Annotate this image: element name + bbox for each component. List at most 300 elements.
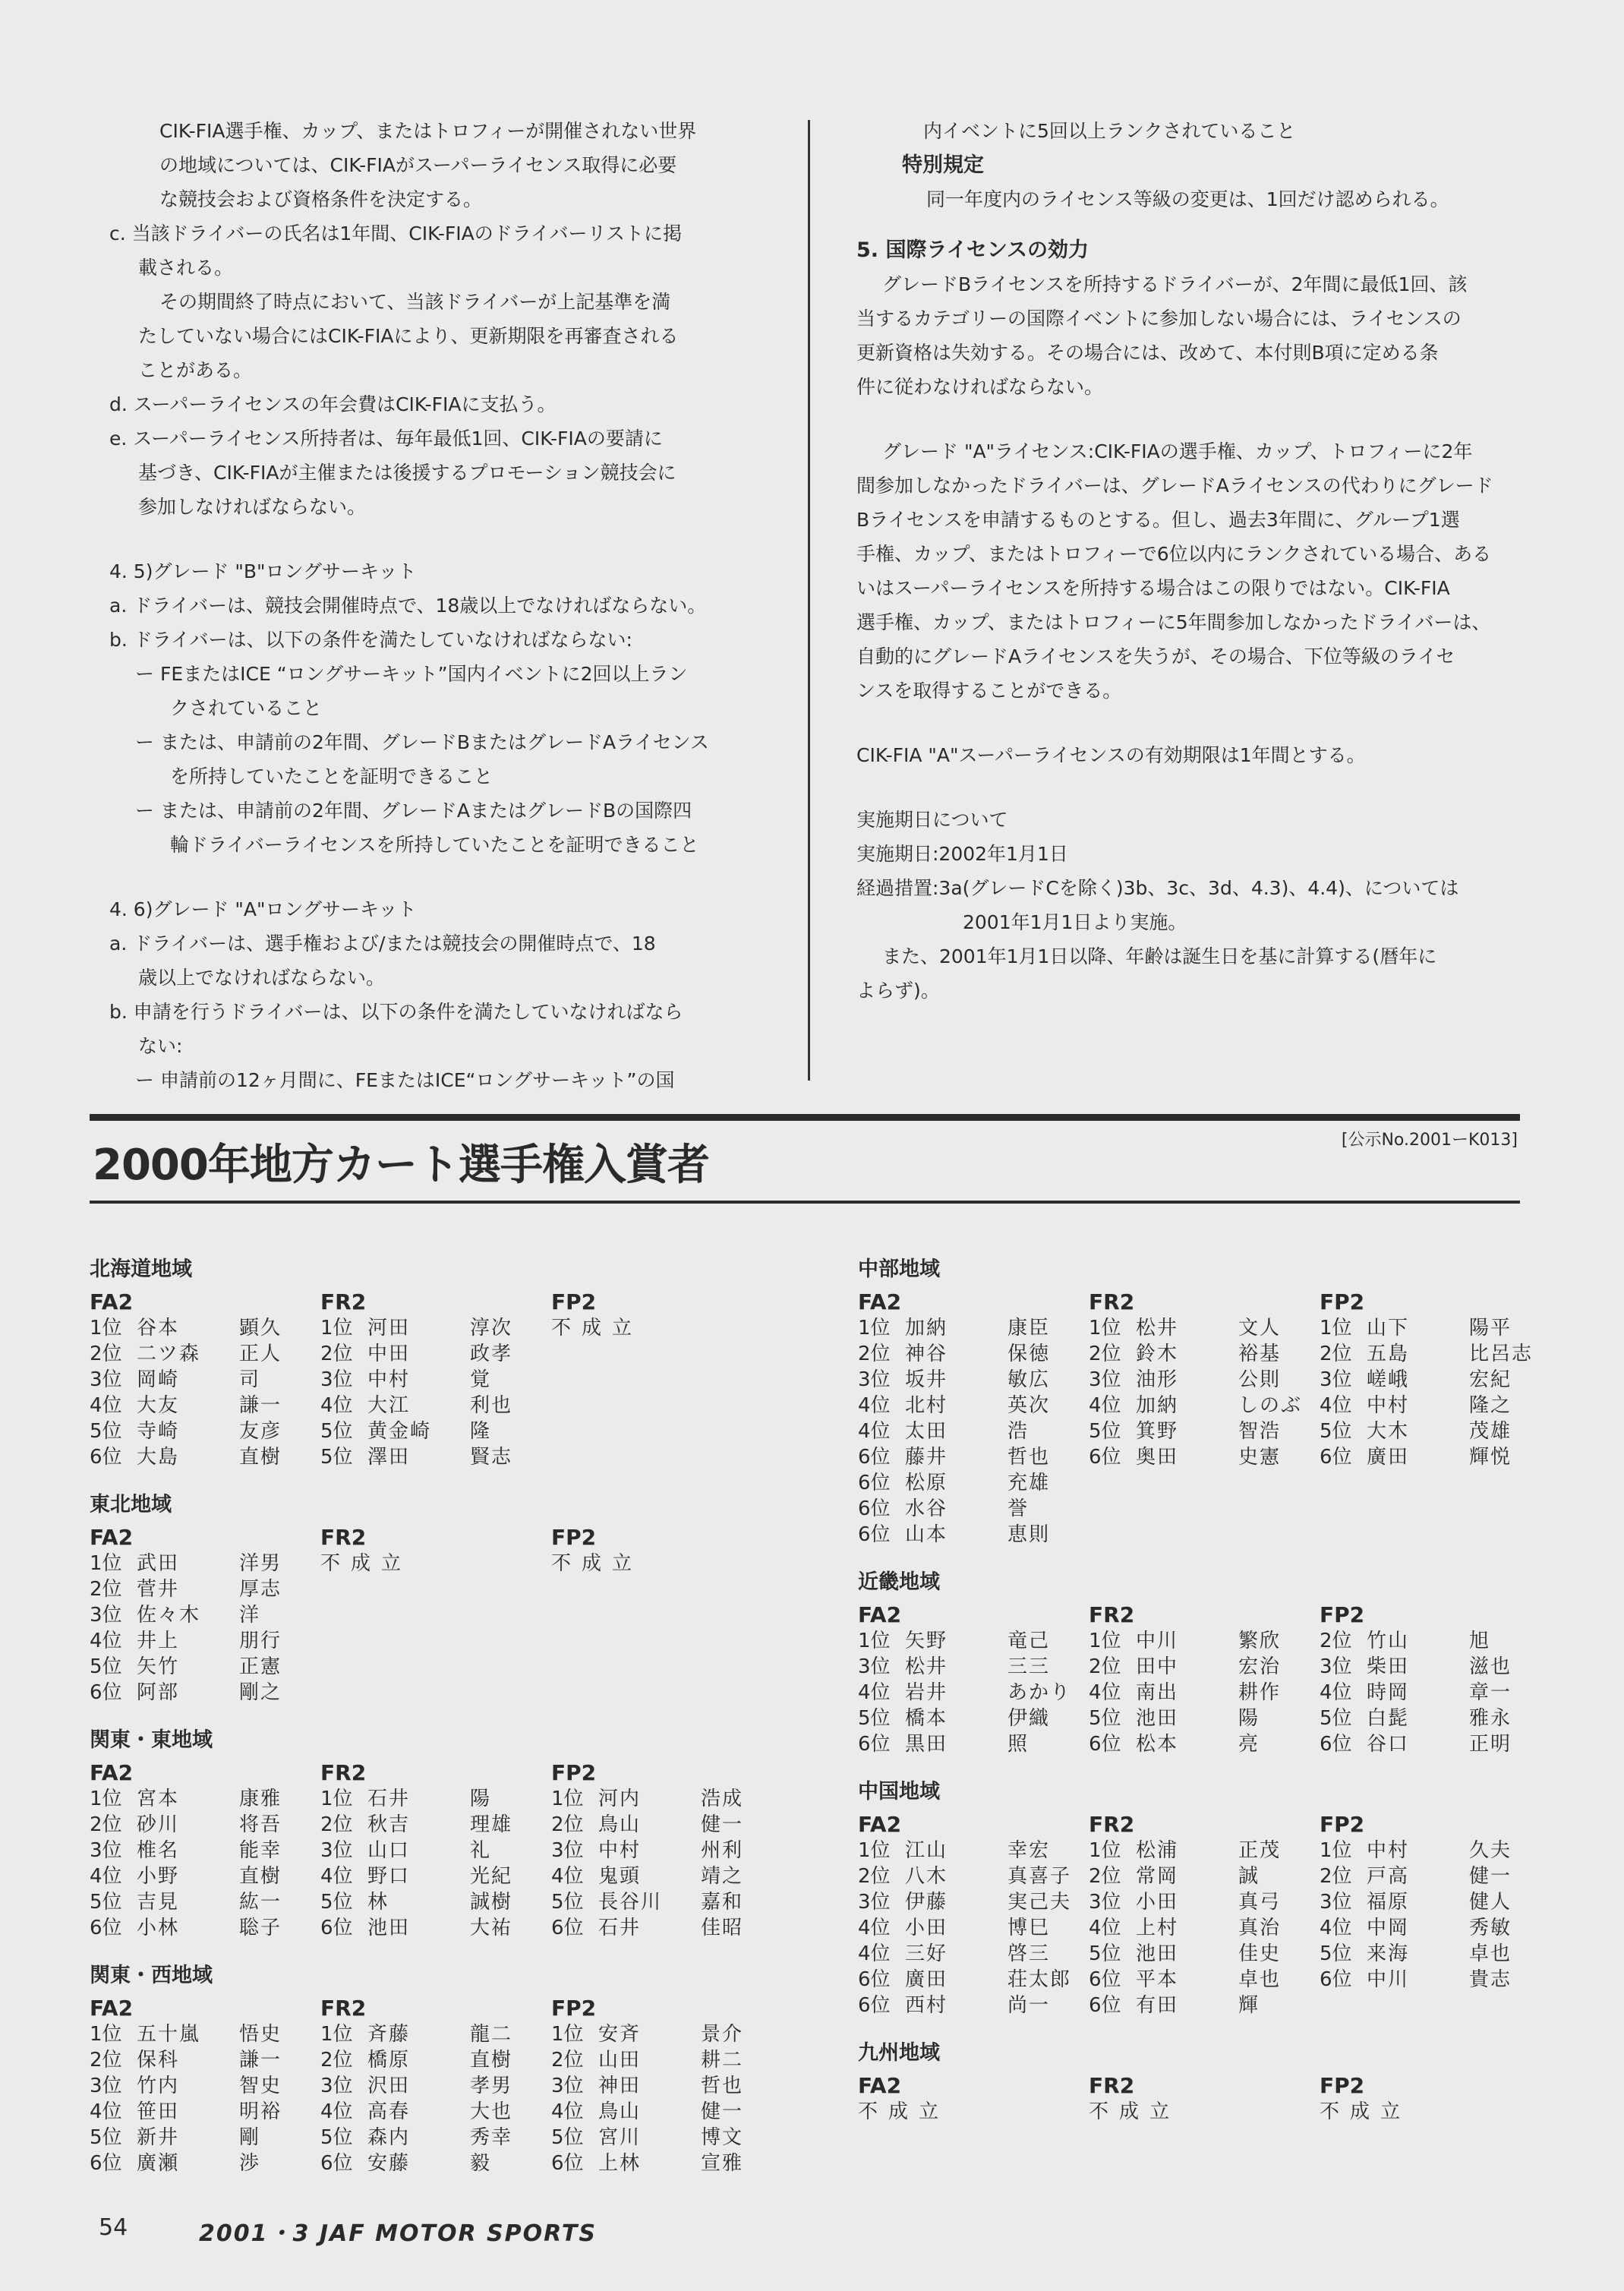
family-name: 河田 xyxy=(367,1317,411,1340)
family-name: 小林 xyxy=(137,1917,180,1939)
rank-label: 6位 xyxy=(858,1994,891,2017)
family-name: 吉見 xyxy=(137,1891,180,1914)
family-name: 笹田 xyxy=(137,2100,180,2123)
family-name: 池田 xyxy=(367,1917,411,1939)
family-name: 上村 xyxy=(1136,1917,1179,1939)
category-row xyxy=(90,1760,782,1941)
result-entry xyxy=(858,1915,1089,1941)
category-column xyxy=(551,1996,782,2176)
result-entry xyxy=(90,1838,320,1863)
result-entry xyxy=(90,1786,320,1812)
family-name: 南出 xyxy=(1136,1681,1179,1704)
rank-label: 5位 xyxy=(90,1420,122,1443)
result-entry xyxy=(858,1628,1089,1654)
family-name: 戸高 xyxy=(1367,1865,1410,1888)
family-name: 石井 xyxy=(367,1788,411,1810)
text-line: a. ドライバーは、選手権および/または競技会の開催時点で、18 xyxy=(109,932,656,955)
result-entry xyxy=(320,2021,551,2047)
region-block xyxy=(90,1490,782,1706)
rank-label: 6位 xyxy=(90,1917,122,1939)
given-name: 繁欣 xyxy=(1238,1630,1282,1652)
category-column xyxy=(858,1289,1089,1548)
family-name: 林 xyxy=(367,1891,389,1914)
result-entry xyxy=(858,1706,1089,1731)
text-line: ンスを取得することができる。 xyxy=(856,680,1122,702)
family-name: 白髭 xyxy=(1367,1707,1410,1730)
rank-label: 6位 xyxy=(90,2152,122,2175)
category-column xyxy=(551,1525,782,1706)
given-name: 健一 xyxy=(701,1813,744,1836)
result-entry xyxy=(858,1863,1089,1889)
text-line: 実施期日:2002年1月1日 xyxy=(856,843,1068,865)
family-name: 太田 xyxy=(905,1420,948,1443)
rank-label: 6位 xyxy=(320,1917,353,1939)
result-entry xyxy=(320,1444,551,1470)
given-name: 雅永 xyxy=(1469,1707,1512,1730)
rank-label: 2位 xyxy=(320,1343,353,1365)
result-entry xyxy=(90,1367,320,1393)
result-entry xyxy=(551,1812,782,1838)
given-name: 茂雄 xyxy=(1469,1420,1512,1443)
result-entry xyxy=(320,1315,551,1341)
category-heading: FP2 xyxy=(1320,2073,1365,2098)
text-line: 同一年度内のライセンス等級の変更は、1回だけ認められる。 xyxy=(926,188,1449,210)
result-entry xyxy=(320,1812,551,1838)
text-line: 2001年1月1日より実施。 xyxy=(963,911,1187,933)
magazine-name: 2001・3 JAF MOTOR SPORTS xyxy=(199,2220,597,2247)
given-name: 大祐 xyxy=(470,1917,513,1939)
result-entry xyxy=(320,1915,551,1941)
region-block xyxy=(858,2038,1550,2125)
category-column xyxy=(1320,1812,1550,2018)
category-heading: FP2 xyxy=(551,1760,597,1785)
given-name: 博文 xyxy=(701,2126,744,2149)
rank-label: 2位 xyxy=(551,2049,584,2072)
rank-label: 3位 xyxy=(1089,1368,1121,1391)
text-line: ー 申請前の12ヶ月間に、FEまたはICE“ロングサーキット”の国 xyxy=(135,1069,675,1091)
category-column xyxy=(1089,2073,1320,2125)
text-line: たしていない場合にはCIK-FIAにより、更新期限を再審査される xyxy=(138,325,679,347)
family-name: 山本 xyxy=(905,1523,948,1546)
text-line: グレードBライセンスを所持するドライバーが、2年間に最低1回、該 xyxy=(882,273,1468,295)
category-heading: FR2 xyxy=(320,1525,367,1550)
family-name: 箕野 xyxy=(1136,1420,1179,1443)
given-name: 隆之 xyxy=(1469,1394,1512,1417)
given-name: 宣雅 xyxy=(701,2152,744,2175)
family-name: 八木 xyxy=(905,1865,948,1888)
given-name: 洋 xyxy=(239,1604,261,1627)
category-column xyxy=(858,1812,1089,2018)
result-entry xyxy=(1089,1993,1320,2018)
given-name: 史憲 xyxy=(1238,1446,1282,1469)
result-entry xyxy=(858,1418,1089,1444)
family-name: 中村 xyxy=(598,1839,642,1862)
given-name: 礼 xyxy=(470,1839,492,1862)
text-line: ない: xyxy=(138,1035,183,1057)
rank-label: 1位 xyxy=(551,2023,584,2046)
category-column xyxy=(858,2073,1089,2125)
rank-label: 6位 xyxy=(858,1472,891,1494)
rank-label: 5位 xyxy=(1089,1707,1121,1730)
rank-label: 5位 xyxy=(1320,1420,1352,1443)
given-name: 耕作 xyxy=(1238,1681,1282,1704)
given-name: 充雄 xyxy=(1008,1472,1051,1494)
category-heading: FA2 xyxy=(858,1812,902,1837)
given-name: 直樹 xyxy=(470,2049,513,2072)
given-name: 顕久 xyxy=(239,1317,282,1340)
rank-label: 2位 xyxy=(90,1578,122,1601)
result-entry xyxy=(551,1915,782,1941)
rank-label: 3位 xyxy=(90,1604,122,1627)
given-name: 正憲 xyxy=(239,1655,282,1678)
family-name: 奥田 xyxy=(1136,1446,1179,1469)
family-name: 井上 xyxy=(137,1630,180,1652)
rank-label: 2位 xyxy=(90,1343,122,1365)
category-heading: FR2 xyxy=(1089,1289,1135,1314)
rank-label: 5位 xyxy=(90,2126,122,2149)
result-entry xyxy=(1089,1367,1320,1393)
family-name: 石井 xyxy=(598,1917,642,1939)
family-name: 神田 xyxy=(598,2075,642,2097)
result-entry xyxy=(90,2151,320,2176)
given-name: あかり xyxy=(1008,1681,1072,1704)
category-heading: FA2 xyxy=(858,1602,902,1627)
family-name: 福原 xyxy=(1367,1891,1410,1914)
category-column xyxy=(90,1996,320,2176)
column-divider xyxy=(808,120,810,1081)
rank-label: 1位 xyxy=(1089,1317,1121,1340)
rank-label: 1位 xyxy=(320,1317,353,1340)
result-entry xyxy=(90,2099,320,2125)
text-line: グレード "A"ライセンス:CIK-FIAの選手権、カップ、トロフィーに2年 xyxy=(882,440,1473,462)
family-name: 中川 xyxy=(1136,1630,1179,1652)
result-entry xyxy=(320,1367,551,1393)
given-name: 智浩 xyxy=(1238,1420,1282,1443)
given-name: 佳昭 xyxy=(701,1917,744,1939)
category-heading: FP2 xyxy=(551,1996,597,2021)
text-line: ことがある。 xyxy=(138,359,253,381)
rank-label: 4位 xyxy=(551,1865,584,1888)
rank-label: 1位 xyxy=(1320,1839,1352,1862)
rank-label: 2位 xyxy=(1089,1865,1121,1888)
given-name: 竜己 xyxy=(1008,1630,1051,1652)
result-entry xyxy=(90,1654,320,1680)
region-name: 中国地域 xyxy=(858,1780,940,1803)
given-name: 誠 xyxy=(1238,1865,1260,1888)
result-entry xyxy=(90,1576,320,1602)
category-heading: FP2 xyxy=(1320,1602,1365,1627)
not-held-note: 不成立 xyxy=(551,1317,643,1340)
given-name: 能幸 xyxy=(239,1839,282,1862)
family-name: 松原 xyxy=(905,1472,948,1494)
result-entry xyxy=(320,2125,551,2151)
rank-label: 4位 xyxy=(320,1394,353,1417)
given-name: 博巳 xyxy=(1008,1917,1051,1939)
category-heading: FP2 xyxy=(551,1289,597,1314)
rank-label: 1位 xyxy=(1089,1630,1121,1652)
given-name: 亮 xyxy=(1238,1733,1260,1756)
given-name: 久夫 xyxy=(1469,1839,1512,1862)
rank-label: 3位 xyxy=(1089,1891,1121,1914)
rank-label: 5位 xyxy=(1089,1420,1121,1443)
family-name: 野口 xyxy=(367,1865,411,1888)
family-name: 鳥山 xyxy=(598,2100,642,2123)
family-name: 大木 xyxy=(1367,1420,1410,1443)
text-line: 件に従わなければならない。 xyxy=(856,376,1104,398)
result-entry xyxy=(1089,1628,1320,1654)
not-held-note: 不成立 xyxy=(320,1552,412,1575)
result-entry xyxy=(320,1889,551,1915)
rank-label: 4位 xyxy=(90,1394,122,1417)
family-name: 竹山 xyxy=(1367,1630,1410,1652)
text-line: を所持していたことを証明できること xyxy=(170,765,494,787)
family-name: 大友 xyxy=(137,1394,180,1417)
result-entry xyxy=(1089,1941,1320,1967)
right-text-column xyxy=(856,114,1525,1008)
result-entry xyxy=(1089,1889,1320,1915)
rank-label: 5位 xyxy=(1320,1707,1352,1730)
category-column xyxy=(1089,1289,1320,1548)
result-entry xyxy=(90,1315,320,1341)
family-name: 砂川 xyxy=(137,1813,180,1836)
family-name: 山口 xyxy=(367,1839,411,1862)
result-entry xyxy=(858,1393,1089,1418)
given-name: 隆 xyxy=(470,1420,492,1443)
section-title: 2000年地方カート選手権入賞者 xyxy=(93,1141,709,1190)
family-name: 廣田 xyxy=(905,1968,948,1991)
rank-label: 4位 xyxy=(858,1681,891,1704)
family-name: 宮本 xyxy=(137,1788,180,1810)
text-line: 更新資格は失効する。その場合には、改めて、本付則B項に定める条 xyxy=(856,342,1439,364)
family-name: 鬼頭 xyxy=(598,1865,642,1888)
text-line: b. ドライバーは、以下の条件を満たしていなければならない: xyxy=(109,629,632,651)
category-heading: FR2 xyxy=(320,1996,367,2021)
result-entry xyxy=(1320,1863,1550,1889)
given-name: しのぶ xyxy=(1238,1394,1303,1417)
result-entry xyxy=(551,1838,782,1863)
result-entry xyxy=(1089,1967,1320,1993)
result-entry xyxy=(858,1889,1089,1915)
family-name: 来海 xyxy=(1367,1942,1410,1965)
given-name: 淳次 xyxy=(470,1317,513,1340)
given-name: 宏治 xyxy=(1238,1655,1282,1678)
result-entry xyxy=(1089,1315,1320,1341)
result-entry xyxy=(1089,1838,1320,1863)
rank-label: 5位 xyxy=(858,1707,891,1730)
given-name: 文人 xyxy=(1238,1317,1282,1340)
family-name: 松井 xyxy=(905,1655,948,1678)
family-name: 神谷 xyxy=(905,1343,948,1365)
family-name: 小野 xyxy=(137,1865,180,1888)
given-name: 誉 xyxy=(1008,1497,1030,1520)
result-entry xyxy=(90,1551,320,1576)
given-name: 智史 xyxy=(239,2075,282,2097)
rank-label: 4位 xyxy=(858,1917,891,1939)
rank-label: 4位 xyxy=(90,2100,122,2123)
rank-label: 4位 xyxy=(858,1394,891,1417)
region-block xyxy=(858,1567,1550,1757)
rank-label: 3位 xyxy=(90,1368,122,1391)
given-name: 友彦 xyxy=(239,1420,282,1443)
category-column xyxy=(551,1760,782,1941)
text-line: CIK-FIA "A"スーパーライセンスの有効期限は1年間とする。 xyxy=(856,744,1366,766)
family-name: 小田 xyxy=(905,1917,948,1939)
family-name: 松井 xyxy=(1136,1317,1179,1340)
category-heading: FP2 xyxy=(1320,1289,1365,1314)
region-block xyxy=(90,1725,782,1941)
family-name: 二ツ森 xyxy=(137,1343,201,1365)
given-name: 紘一 xyxy=(239,1891,282,1914)
given-name: 龍二 xyxy=(470,2023,513,2046)
category-row xyxy=(90,1996,782,2176)
text-line: 間参加しなかったドライバーは、グレードAライセンスの代わりにグレード xyxy=(856,475,1493,497)
result-entry xyxy=(1320,1731,1550,1757)
family-name: 嵯峨 xyxy=(1367,1368,1410,1391)
result-entry xyxy=(1320,1941,1550,1967)
given-name: 輝 xyxy=(1238,1994,1260,2017)
text-line: c. 当該ドライバーの氏名は1年間、CIK-FIAのドライバーリストに掲 xyxy=(109,222,683,245)
region-block xyxy=(858,1777,1550,2018)
family-name: 北村 xyxy=(905,1394,948,1417)
given-name: 旭 xyxy=(1469,1630,1491,1652)
rank-label: 3位 xyxy=(858,1368,891,1391)
text-line: 自動的にグレードAライセンスを失うが、その場合、下位等級のライセ xyxy=(856,645,1455,667)
family-name: 坂井 xyxy=(905,1368,948,1391)
rank-label: 3位 xyxy=(1320,1368,1352,1391)
rank-label: 1位 xyxy=(320,1788,353,1810)
rank-label: 3位 xyxy=(90,1839,122,1862)
result-entry xyxy=(320,1838,551,1863)
result-entry xyxy=(551,2073,782,2099)
result-entry xyxy=(858,1993,1089,2018)
family-name: 中村 xyxy=(367,1368,411,1391)
rank-label: 2位 xyxy=(90,1813,122,1836)
rank-label: 1位 xyxy=(1089,1839,1121,1862)
rank-label: 1位 xyxy=(858,1630,891,1652)
rank-label: 2位 xyxy=(1320,1630,1352,1652)
rank-label: 2位 xyxy=(1320,1865,1352,1888)
rank-label: 2位 xyxy=(858,1865,891,1888)
text-line: 歳以上でなければならない。 xyxy=(138,967,386,989)
family-name: 五十嵐 xyxy=(137,2023,201,2046)
rank-label: 5位 xyxy=(320,1446,353,1469)
category-heading: FA2 xyxy=(858,2073,902,2098)
family-name: 伊藤 xyxy=(905,1891,948,1914)
category-heading: FA2 xyxy=(858,1289,902,1314)
rank-label: 2位 xyxy=(1089,1655,1121,1678)
family-name: 岩井 xyxy=(905,1681,948,1704)
rank-label: 6位 xyxy=(858,1968,891,1991)
result-entry xyxy=(90,1812,320,1838)
result-entry xyxy=(551,1786,782,1812)
category-column xyxy=(1089,1812,1320,2018)
category-column xyxy=(551,1289,782,1470)
category-heading: FR2 xyxy=(1089,1812,1135,1837)
given-name: 輝悦 xyxy=(1469,1446,1512,1469)
given-name: 剛 xyxy=(239,2126,261,2149)
text-line: 実施期日について xyxy=(856,809,1008,831)
text-line: クされていること xyxy=(170,697,323,719)
family-name: 矢野 xyxy=(905,1630,948,1652)
category-heading: FR2 xyxy=(320,1760,367,1785)
family-name: 中岡 xyxy=(1367,1917,1410,1939)
category-column xyxy=(1320,2073,1550,2125)
result-entry xyxy=(858,1470,1089,1496)
result-entry xyxy=(551,2099,782,2125)
result-entry xyxy=(1089,1418,1320,1444)
given-name: 正茂 xyxy=(1238,1839,1282,1862)
category-column xyxy=(90,1289,320,1470)
result-entry xyxy=(1320,1341,1550,1367)
text-line: 輪ドライバーライセンスを所持していたことを証明できること xyxy=(170,834,699,856)
given-name: 卓也 xyxy=(1238,1968,1282,1991)
category-column xyxy=(90,1760,320,1941)
result-entry xyxy=(551,2047,782,2073)
rank-label: 6位 xyxy=(320,2152,353,2175)
given-name: 真喜子 xyxy=(1008,1865,1072,1888)
family-name: 西村 xyxy=(905,1994,948,2017)
rank-label: 6位 xyxy=(551,1917,584,1939)
family-name: 池田 xyxy=(1136,1942,1179,1965)
category-column xyxy=(320,1289,551,1470)
given-name: 正人 xyxy=(239,1343,282,1365)
result-entry xyxy=(320,1393,551,1418)
result-entry xyxy=(1320,1393,1550,1418)
category-column xyxy=(320,1525,551,1706)
result-entry xyxy=(320,1418,551,1444)
given-name: 健人 xyxy=(1469,1891,1512,1914)
family-name: 江山 xyxy=(905,1839,948,1862)
result-entry xyxy=(551,2125,782,2151)
given-name: 健一 xyxy=(701,2100,744,2123)
family-name: 椎名 xyxy=(137,1839,180,1862)
category-column xyxy=(320,1996,551,2176)
section-heading: 5. 国際ライセンスの効力 xyxy=(856,238,1089,262)
given-name: 悟史 xyxy=(239,2023,282,2046)
text-line: b. 申請を行うドライバーは、以下の条件を満たしていなければなら xyxy=(109,1001,683,1023)
given-name: 真治 xyxy=(1238,1917,1282,1939)
region-name: 関東・西地域 xyxy=(90,1964,213,1987)
given-name: 陽平 xyxy=(1469,1317,1512,1340)
rank-label: 5位 xyxy=(320,1420,353,1443)
family-name: 廣瀬 xyxy=(137,2152,180,2175)
given-name: 公則 xyxy=(1238,1368,1282,1391)
rank-label: 6位 xyxy=(858,1446,891,1469)
text-line: Bライセンスを申請するものとする。但し、過去3年間に、グループ1選 xyxy=(856,509,1460,531)
rank-label: 6位 xyxy=(1320,1733,1352,1756)
family-name: 山田 xyxy=(598,2049,642,2072)
family-name: 高春 xyxy=(367,2100,411,2123)
rank-label: 4位 xyxy=(551,2100,584,2123)
given-name: 実己夫 xyxy=(1008,1891,1072,1914)
subsection-heading: 4. 6)グレード "A"ロングサーキット xyxy=(109,898,417,920)
family-name: 菅井 xyxy=(137,1578,180,1601)
given-name: 厚志 xyxy=(239,1578,282,1601)
rank-label: 3位 xyxy=(1320,1655,1352,1678)
family-name: 安斉 xyxy=(598,2023,642,2046)
result-entry xyxy=(90,1418,320,1444)
given-name: 保徳 xyxy=(1008,1343,1051,1365)
family-name: 中川 xyxy=(1367,1968,1410,1991)
family-name: 阿部 xyxy=(137,1681,180,1704)
family-name: 宮川 xyxy=(598,2126,642,2149)
rank-label: 4位 xyxy=(858,1942,891,1965)
rank-label: 6位 xyxy=(1320,1446,1352,1469)
rank-label: 6位 xyxy=(858,1497,891,1520)
result-entry xyxy=(551,1863,782,1889)
category-column xyxy=(320,1760,551,1941)
rank-label: 6位 xyxy=(1089,1968,1121,1991)
